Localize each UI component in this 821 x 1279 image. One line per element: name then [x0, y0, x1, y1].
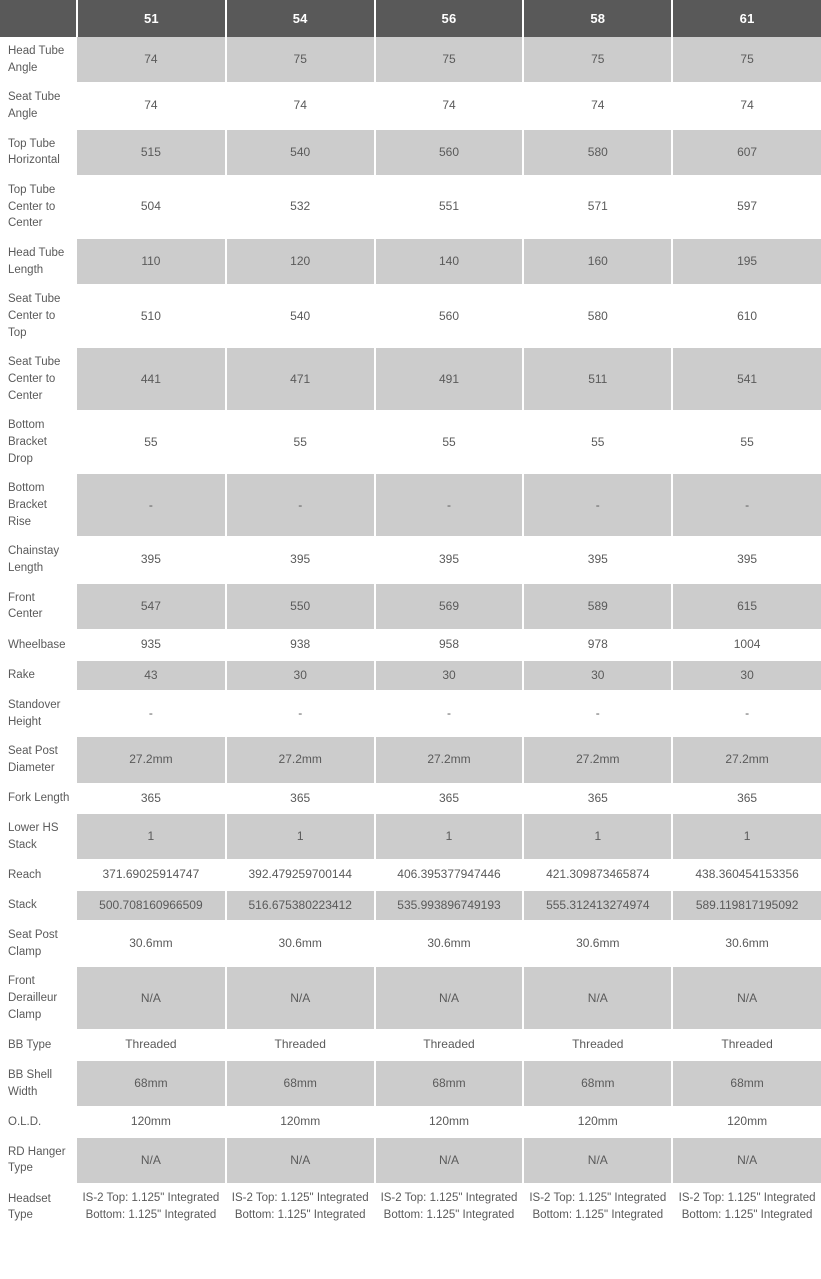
cell: 580	[523, 129, 672, 175]
table-row	[0, 967, 821, 1030]
cell: 615	[672, 583, 821, 629]
cell: -	[523, 474, 672, 537]
cell: 120mm	[77, 1107, 226, 1137]
cell: 55	[523, 411, 672, 474]
cell: IS-2 Top: 1.125" Integrated Bottom: 1.125" Integrated	[375, 1183, 524, 1231]
cell: Threaded	[672, 1030, 821, 1060]
table-row	[0, 660, 821, 690]
cell: 365	[375, 783, 524, 813]
cell: 610	[672, 285, 821, 348]
cell: 110	[77, 239, 226, 285]
row-label: Bottom Bracket Rise	[0, 474, 77, 537]
row-label: BB Type	[0, 1030, 77, 1060]
header-size-58: 58	[523, 0, 672, 37]
cell: 30.6mm	[226, 921, 375, 967]
cell: 406.395377947446	[375, 860, 524, 890]
cell: -	[226, 474, 375, 537]
cell: Threaded	[226, 1030, 375, 1060]
row-label: Seat Post Diameter	[0, 737, 77, 783]
cell: N/A	[77, 1137, 226, 1183]
cell: 589	[523, 583, 672, 629]
cell: 547	[77, 583, 226, 629]
row-label: Seat Tube Center to Top	[0, 285, 77, 348]
cell: 438.360454153356	[672, 860, 821, 890]
table-row	[0, 239, 821, 285]
cell: 27.2mm	[375, 737, 524, 783]
cell: 1	[672, 814, 821, 860]
row-label: Reach	[0, 860, 77, 890]
table-row	[0, 411, 821, 474]
table-row	[0, 83, 821, 129]
cell: 55	[77, 411, 226, 474]
cell: 978	[523, 630, 672, 660]
cell: 589.119817195092	[672, 890, 821, 920]
cell: 597	[672, 176, 821, 239]
cell: 532	[226, 176, 375, 239]
cell: 958	[375, 630, 524, 660]
cell: 569	[375, 583, 524, 629]
cell: 607	[672, 129, 821, 175]
row-label: Seat Post Clamp	[0, 921, 77, 967]
cell: -	[375, 474, 524, 537]
cell: 27.2mm	[672, 737, 821, 783]
table-row	[0, 348, 821, 411]
cell: N/A	[226, 1137, 375, 1183]
cell: N/A	[375, 967, 524, 1030]
table-row	[0, 860, 821, 890]
cell: 491	[375, 348, 524, 411]
header-corner	[0, 0, 77, 37]
cell: 392.479259700144	[226, 860, 375, 890]
cell: 120mm	[523, 1107, 672, 1137]
cell: 68mm	[375, 1060, 524, 1106]
cell: 68mm	[226, 1060, 375, 1106]
table-row	[0, 176, 821, 239]
cell: 935	[77, 630, 226, 660]
cell: 68mm	[77, 1060, 226, 1106]
cell: 365	[226, 783, 375, 813]
cell: 55	[375, 411, 524, 474]
table-row	[0, 537, 821, 583]
row-label: Top Tube Center to Center	[0, 176, 77, 239]
cell: N/A	[226, 967, 375, 1030]
table-row	[0, 583, 821, 629]
cell: 511	[523, 348, 672, 411]
cell: IS-2 Top: 1.125" Integrated Bottom: 1.125" Integrated	[672, 1183, 821, 1231]
cell: 441	[77, 348, 226, 411]
table-row	[0, 1060, 821, 1106]
cell: 27.2mm	[523, 737, 672, 783]
cell: 571	[523, 176, 672, 239]
table-row	[0, 285, 821, 348]
row-label: Bottom Bracket Drop	[0, 411, 77, 474]
cell: 74	[375, 83, 524, 129]
header-size-54: 54	[226, 0, 375, 37]
cell: 1004	[672, 630, 821, 660]
header-size-56: 56	[375, 0, 524, 37]
cell: -	[375, 690, 524, 736]
row-label: Wheelbase	[0, 630, 77, 660]
cell: 30	[226, 660, 375, 690]
table-row	[0, 690, 821, 736]
cell: Threaded	[375, 1030, 524, 1060]
cell: -	[226, 690, 375, 736]
cell: 74	[77, 37, 226, 83]
cell: -	[672, 474, 821, 537]
table-row	[0, 890, 821, 920]
cell: 365	[523, 783, 672, 813]
cell: N/A	[672, 967, 821, 1030]
table-row	[0, 783, 821, 813]
cell: 551	[375, 176, 524, 239]
cell: IS-2 Top: 1.125" Integrated Bottom: 1.125" Integrated	[523, 1183, 672, 1231]
cell: 55	[226, 411, 375, 474]
table-row	[0, 37, 821, 83]
cell: 504	[77, 176, 226, 239]
cell: 74	[672, 83, 821, 129]
cell: 1	[226, 814, 375, 860]
cell: 1	[375, 814, 524, 860]
row-label: RD Hanger Type	[0, 1137, 77, 1183]
table-row	[0, 630, 821, 660]
cell: 500.708160966509	[77, 890, 226, 920]
cell: IS-2 Top: 1.125" Integrated Bottom: 1.125" Integrated	[77, 1183, 226, 1231]
cell: -	[77, 474, 226, 537]
cell: -	[523, 690, 672, 736]
cell: 30.6mm	[523, 921, 672, 967]
cell: 395	[77, 537, 226, 583]
cell: 120mm	[375, 1107, 524, 1137]
cell: 421.309873465874	[523, 860, 672, 890]
cell: 30	[672, 660, 821, 690]
cell: 471	[226, 348, 375, 411]
cell: 30.6mm	[77, 921, 226, 967]
table-row	[0, 1107, 821, 1137]
cell: 30	[375, 660, 524, 690]
cell: 120mm	[226, 1107, 375, 1137]
cell: 516.675380223412	[226, 890, 375, 920]
cell: 68mm	[523, 1060, 672, 1106]
row-label: Chainstay Length	[0, 537, 77, 583]
cell: 540	[226, 129, 375, 175]
cell: 580	[523, 285, 672, 348]
cell: N/A	[523, 967, 672, 1030]
cell: 30.6mm	[672, 921, 821, 967]
cell: 540	[226, 285, 375, 348]
cell: 75	[672, 37, 821, 83]
table-row	[0, 921, 821, 967]
header-size-61: 61	[672, 0, 821, 37]
header-row	[0, 0, 821, 37]
table-row	[0, 129, 821, 175]
cell: 535.993896749193	[375, 890, 524, 920]
cell: 1	[523, 814, 672, 860]
cell: N/A	[523, 1137, 672, 1183]
cell: N/A	[77, 967, 226, 1030]
cell: 120mm	[672, 1107, 821, 1137]
row-label: Fork Length	[0, 783, 77, 813]
cell: -	[672, 690, 821, 736]
row-label: Headset Type	[0, 1183, 77, 1231]
row-label: Lower HS Stack	[0, 814, 77, 860]
table-row	[0, 737, 821, 783]
cell: 395	[375, 537, 524, 583]
row-label: Seat Tube Center to Center	[0, 348, 77, 411]
row-label: O.L.D.	[0, 1107, 77, 1137]
row-label: Seat Tube Angle	[0, 83, 77, 129]
cell: 395	[523, 537, 672, 583]
cell: 68mm	[672, 1060, 821, 1106]
cell: 30.6mm	[375, 921, 524, 967]
row-label: Head Tube Length	[0, 239, 77, 285]
cell: 160	[523, 239, 672, 285]
cell: 510	[77, 285, 226, 348]
table-header	[0, 0, 821, 37]
cell: 27.2mm	[77, 737, 226, 783]
cell: 55	[672, 411, 821, 474]
cell: Threaded	[77, 1030, 226, 1060]
row-label: Front Center	[0, 583, 77, 629]
cell: 30	[523, 660, 672, 690]
cell: 365	[672, 783, 821, 813]
row-label: Front Derailleur Clamp	[0, 967, 77, 1030]
cell: 541	[672, 348, 821, 411]
table-row	[0, 1030, 821, 1060]
cell: 27.2mm	[226, 737, 375, 783]
cell: 560	[375, 129, 524, 175]
cell: 395	[672, 537, 821, 583]
cell: 195	[672, 239, 821, 285]
cell: 75	[226, 37, 375, 83]
cell: 120	[226, 239, 375, 285]
cell: 365	[77, 783, 226, 813]
cell: Threaded	[523, 1030, 672, 1060]
row-label: Stack	[0, 890, 77, 920]
cell: 555.312413274974	[523, 890, 672, 920]
cell: 938	[226, 630, 375, 660]
cell: 1	[77, 814, 226, 860]
header-size-51: 51	[77, 0, 226, 37]
cell: 395	[226, 537, 375, 583]
row-label: Standover Height	[0, 690, 77, 736]
cell: 515	[77, 129, 226, 175]
table-row	[0, 474, 821, 537]
cell: 371.69025914747	[77, 860, 226, 890]
row-label: Top Tube Horizontal	[0, 129, 77, 175]
table-body	[0, 37, 821, 1231]
cell: -	[77, 690, 226, 736]
table-row	[0, 1183, 821, 1231]
cell: N/A	[375, 1137, 524, 1183]
cell: 560	[375, 285, 524, 348]
row-label: BB Shell Width	[0, 1060, 77, 1106]
table-row	[0, 1137, 821, 1183]
cell: 75	[523, 37, 672, 83]
cell: N/A	[672, 1137, 821, 1183]
table-row	[0, 814, 821, 860]
row-label: Head Tube Angle	[0, 37, 77, 83]
row-label: Rake	[0, 660, 77, 690]
cell: 140	[375, 239, 524, 285]
cell: 74	[226, 83, 375, 129]
cell: 43	[77, 660, 226, 690]
cell: 74	[523, 83, 672, 129]
cell: 74	[77, 83, 226, 129]
cell: IS-2 Top: 1.125" Integrated Bottom: 1.125" Integrated	[226, 1183, 375, 1231]
cell: 550	[226, 583, 375, 629]
cell: 75	[375, 37, 524, 83]
